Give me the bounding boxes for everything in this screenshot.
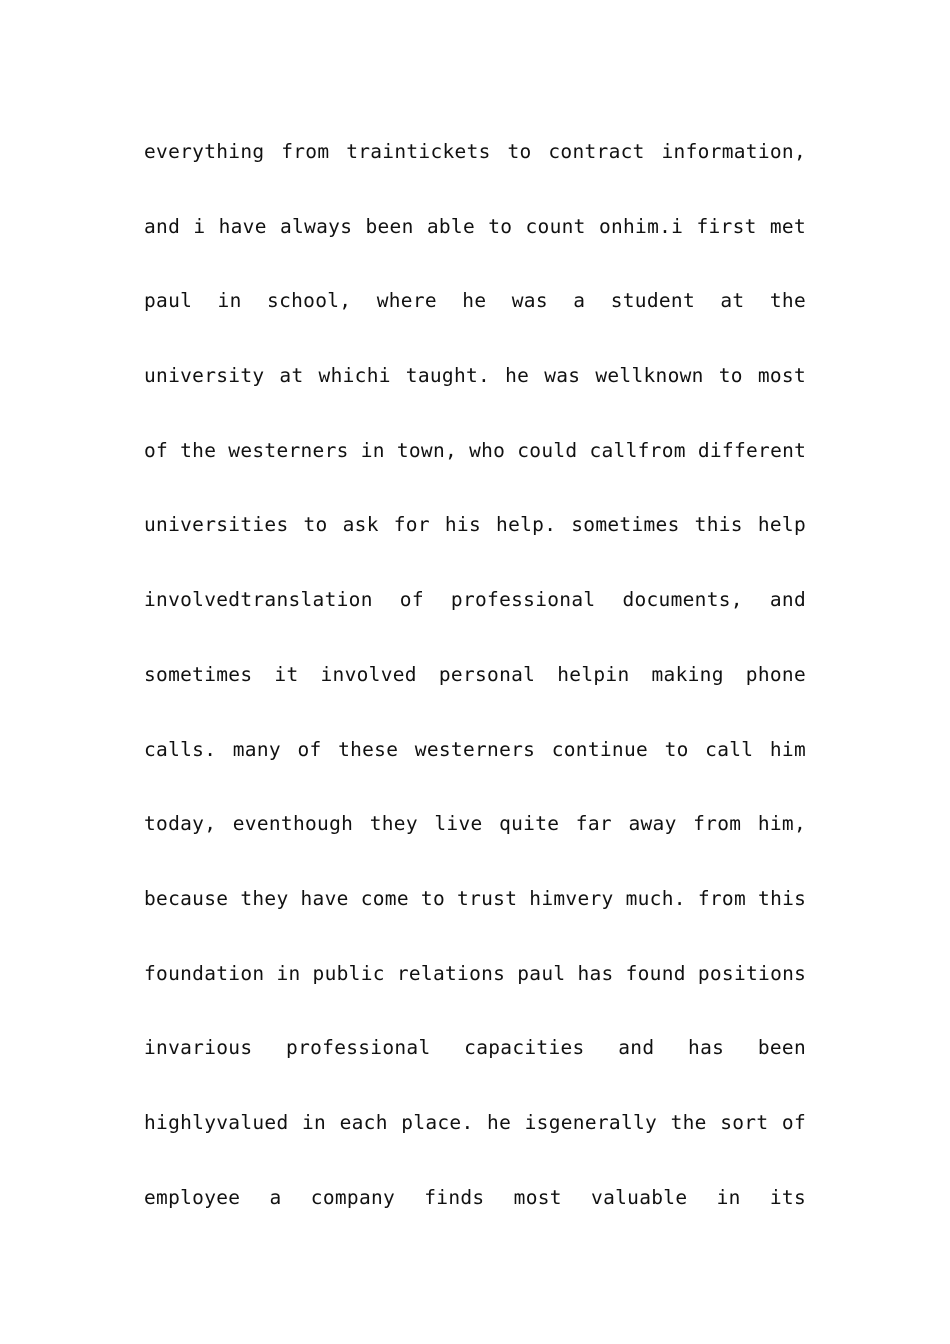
text-line-2: and i have always been able to count onhim.i first met bbox=[144, 214, 806, 238]
text-line-10: today, eventhough they live quite far away from him, bbox=[144, 812, 806, 836]
text-line-4: university at whichi taught. he was wellknown to most bbox=[144, 364, 806, 388]
text-line-15: employee a company finds most valuable in its bbox=[144, 1185, 806, 1209]
text-line-14: highlyvalued in each place. he isgenerally the sort of bbox=[144, 1110, 806, 1134]
text-line-12: foundation in public relations paul has found positions bbox=[144, 961, 807, 985]
text-line-7: involvedtranslation of professional documents, and bbox=[144, 588, 806, 612]
text-line-6: universities to ask for his help. sometimes this help bbox=[144, 513, 806, 537]
text-line-5: of the westerners in town, who could callfrom different bbox=[144, 438, 807, 462]
text-line-13: invarious professional capacities and has been bbox=[144, 1036, 806, 1060]
text-line-1: everything from traintickets to contract information, bbox=[144, 140, 806, 163]
body-text bbox=[144, 133, 806, 1253]
text-line-9: calls. many of these westerners continue to call him bbox=[144, 737, 806, 761]
text-line-3: paul in school, where he was a student at the bbox=[144, 289, 806, 313]
text-line-11: because they have come to trust himvery much. from this bbox=[144, 886, 807, 910]
text-line-8: sometimes it involved personal helpin making phone bbox=[144, 662, 806, 686]
